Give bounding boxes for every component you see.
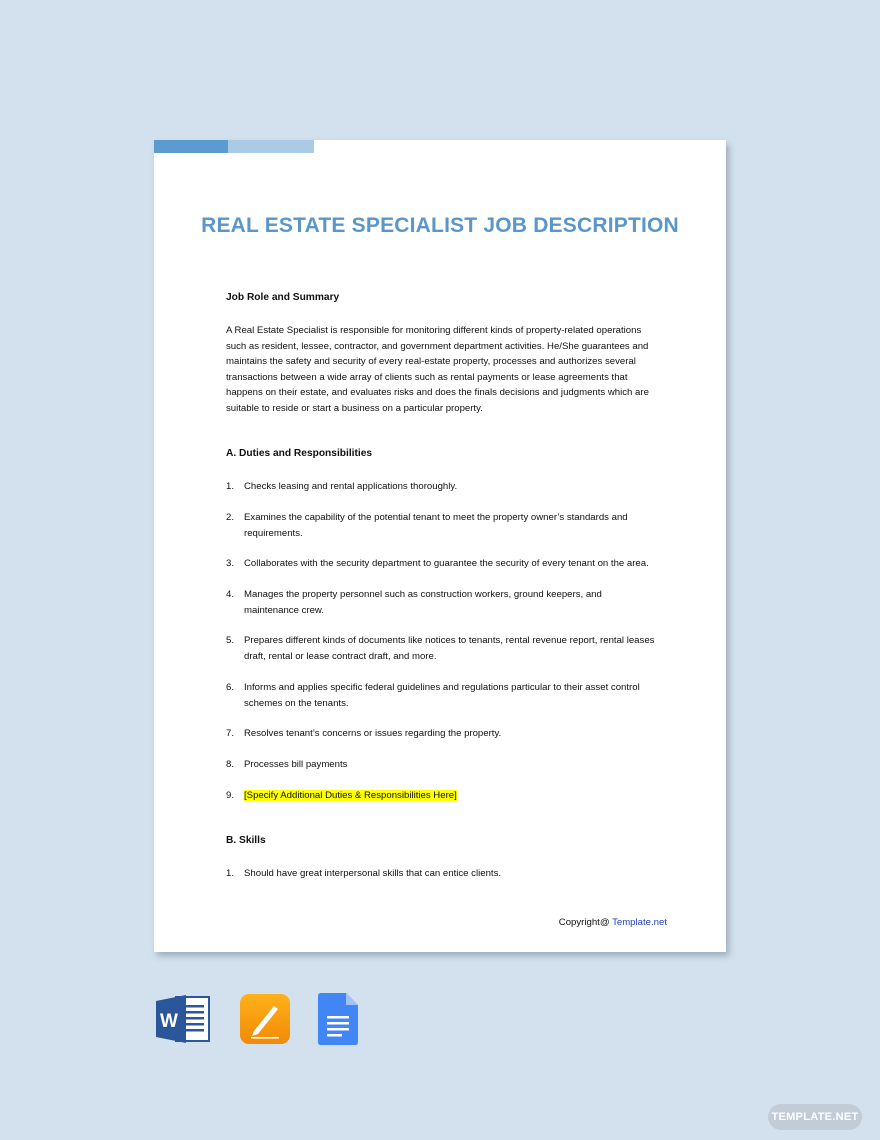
- list-number: 9.: [226, 790, 235, 801]
- list-text: Checks leasing and rental applications thoroughly.: [244, 481, 458, 492]
- list-text: Examines the capability of the potential tenant to meet the property owner’s standards and requirements.: [244, 512, 628, 539]
- paragraph-line: suitable to reside or start a business on a particular property.: [226, 402, 483, 414]
- section-heading-skills: B. Skills: [226, 835, 266, 846]
- role-summary-paragraph: [226, 323, 678, 417]
- pages-icon[interactable]: [239, 993, 291, 1050]
- list-text: Processes bill payments: [244, 759, 348, 770]
- list-item: [226, 587, 678, 618]
- list-text: Prepares different kinds of documents like notices to tenants, rental revenue report, rental leases draft, rental or lease contract draft, and more.: [244, 635, 655, 662]
- watermark-badge: TEMPLATE.NET: [768, 1104, 862, 1130]
- list-text: Resolves tenant’s concerns or issues regarding the property.: [244, 728, 502, 739]
- section-heading-duties: A. Duties and Responsibilities: [226, 448, 373, 459]
- document-title: REAL ESTATE SPECIALIST JOB DESCRIPTION: [201, 214, 679, 237]
- document-page: [154, 140, 726, 952]
- paragraph-line: A Real Estate Specialist is responsible for monitoring different kinds of property-related operations: [226, 325, 642, 336]
- list-number: 4.: [226, 589, 235, 600]
- list-item: [226, 866, 678, 882]
- list-item: [226, 510, 678, 541]
- list-item: [226, 556, 678, 572]
- list-number: 2.: [226, 512, 235, 523]
- word-letter: W: [160, 1011, 178, 1032]
- list-number: 1.: [226, 481, 235, 492]
- section-heading-role: Job Role and Summary: [226, 292, 340, 303]
- copyright-link[interactable]: Template.net: [612, 917, 667, 928]
- word-icon[interactable]: [154, 993, 212, 1050]
- list-item: [226, 757, 678, 773]
- list-item: [226, 479, 678, 495]
- paragraph-line: such as resident, lessee, contractor, and government department activities. He/She guarantees and: [226, 340, 649, 352]
- list-number: 7.: [226, 728, 235, 739]
- list-number: 1.: [226, 868, 235, 879]
- copyright-label: Copyright@: [558, 917, 613, 928]
- list-text: Should have great interpersonal skills that can entice clients.: [244, 868, 502, 879]
- list-number: 8.: [226, 759, 235, 770]
- copyright-line: [559, 917, 667, 928]
- accent-bar-light: [228, 140, 314, 153]
- list-item: [226, 788, 678, 804]
- accent-bar-dark: [154, 140, 228, 153]
- list-text: Collaborates with the security department to guarantee the security of every tenant on the area.: [244, 558, 649, 569]
- list-number: 3.: [226, 558, 235, 569]
- list-item: [226, 680, 678, 711]
- list-text: Informs and applies specific federal guidelines and regulations particular to their asset control schemes on the tenants.: [244, 682, 640, 709]
- list-item: [226, 633, 678, 664]
- list-number: 5.: [226, 635, 235, 646]
- placeholder-highlight: [Specify Additional Duties & Responsibilities Here]: [244, 790, 457, 801]
- paragraph-line: transactions between a wide array of clients such as rental payments or lease agreements that: [226, 371, 628, 383]
- list-number: 6.: [226, 682, 235, 693]
- list-item: [226, 726, 678, 742]
- google-docs-icon[interactable]: [318, 993, 358, 1050]
- list-text: Manages the property personnel such as construction workers, ground keepers, and maintenance crew.: [244, 589, 602, 616]
- paragraph-line: maintains the safety and security of every real-estate property, processes and authorizes several: [226, 356, 636, 368]
- paragraph-line: happens on their estate, and evaluates risks and does the finals decisions and judgments which are: [226, 387, 649, 399]
